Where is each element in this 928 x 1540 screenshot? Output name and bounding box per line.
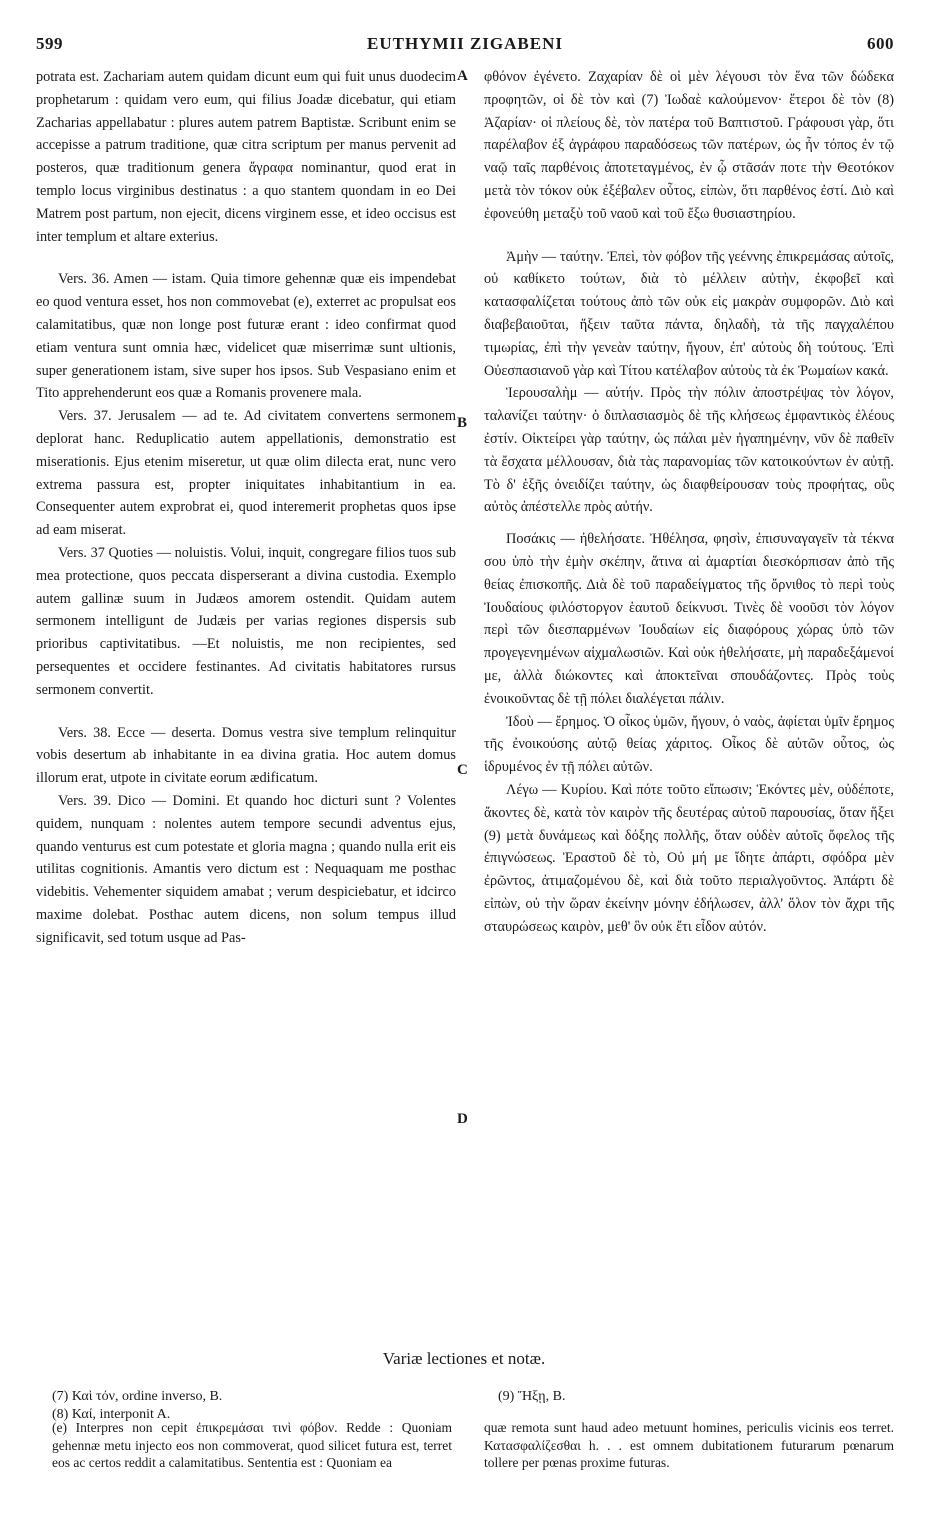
margin-letter-a: A	[457, 68, 468, 84]
margin-letter-b: B	[457, 415, 468, 431]
variant-reading: (7) Καὶ τόν, ordine inverso, B.	[52, 1389, 223, 1404]
latin-column	[36, 66, 456, 949]
margin-letter-d: D	[457, 1111, 468, 1127]
latin-paragraph: Vers. 36. Amen — istam. Quia timore gehennæ quæ eis impendebat eo quod ventura esset, hos non commovebat (e), exterret ac propulsat eos calamitatibus, quæ non longe post futuræ erant : ideo confirmat quod etiam ventura sunt omnia hæc, videlicet quæ miserrimæ sunt ultionis, super generationem istam, sive super hos ipsos. Sub Vespasiano enim et Tito apprehenderunt eos quæ a Romanis provenere mala.	[36, 271, 456, 402]
latin-paragraph: potrata est. Zachariam autem quidam dicunt eum qui fuit unus duodecim prophetarum : quidam vero eum, qui filius Joadæ dicebatur, qui etiam Zacharias appellabatur : plures autem patrem Baptistæ. Scribunt enim se accepisse a patrum traditione, quæ citra scriptum per manus pervenit ad posteros, quæ traditionum genera ἄγραφα nominantur, quod erat in templo locus virginibus destinatus : a quo stantem quondam in eo Dei Matrem post partum, non ejecit, dicens virginem esse, et ideo occisus est inter templum et altare exterius.	[36, 69, 456, 245]
variant-reading: (9) Ἥξῃ, B.	[498, 1389, 566, 1404]
running-title: EUTHYMII ZIGABENI	[366, 34, 563, 53]
greek-paragraph: Λέγω — Κυρίου. Καὶ πότε τοῦτο εἴπωσιν; Ἑκόντες μὲν, οὐδέποτε, ἄκοντες δὲ, κατὰ τὸν καιρὸν τῆς δευτέρας αὐτοῦ παρουσίας, ὅταν ἥξει (9) μετὰ δυνάμεως καὶ δόξης πολλῆς, ὅταν οὐδὲν αὐτοῖς ὄφελος τῆς ἐπιγνώσεως. Ἐραστοῦ δὲ τὸ, Οὐ μή με ἴδητε ἀπάρτι, σφόδρα μὲν ἐρῶντος, ἀτιμαζομένου δὲ, καὶ διὰ τοῦτο περιαλγοῦντος. Ἀπάρτι δὲ εἰπὼν, οὐ τὴν ὥραν ἐκείνην μόνην ἐδήλωσεν, ἀλλ' ὅλον τὸν ἄχρι τῆς σταυρώσεως καιρὸν, μεθ' ὃν οὐκ ἔτι εἶδον αὐτόν.	[484, 781, 894, 935]
variant-reading: (8) Καί, interponit A.	[52, 1407, 171, 1422]
right-page-number: 600	[867, 34, 894, 53]
greek-paragraph: Ἀμὴν — ταύτην. Ἐπεὶ, τὸν φόβον τῆς γεέννης ἐπικρεμάσας αὐτοῖς, οὐ καθίκετο τούτων, διὰ τὸ μέλλειν αὐτὴν, ἐκφοβεῖ καὶ κατασφαλίζεται τούτους ἀπὸ τῶν οὐκ εἰς μακρὰν συμφορῶν. Διὸ καὶ διαβεβαιοῦται, ἥξειν ταῦτα πάντα, δηλαδὴ, τὰ τῆς παγχαλέπου τιμωρίας, ἐπὶ τὴν γενεὰν ταύτην, ἤγουν, ἐπ' αὐτοὺς δὴ τούτους. Ἐπὶ Οὐεσπασιανοῦ γὰρ καὶ Τίτου κατέλαβον αὐτοὺς τὰ ἐκ Ῥωμαίων κακά.	[484, 248, 894, 379]
latin-paragraph: Vers. 39. Dico — Domini. Et quando hoc dicturi sunt ? Volentes quidem, nunquam : nolentes autem tempore secundi adventus ejus, quando venturus est cum potestate et gloria magna ; quando nulla erit eis utilitas cognitionis. Amantis vero dictum est : Nequaquam me posthac videbitis. Vehementer siquidem amabat ; verum despiciebatur, et idcirco maxime dolebat. Posthac autem dicens, non solum tempus illud significavit, sed totum usque ad Pas-	[36, 792, 456, 946]
greek-paragraph: Ἰδοὺ — ἔρημος. Ὁ οἶκος ὑμῶν, ἤγουν, ὁ ναὸς, ἀφίεται ὑμῖν ἔρημος τῆς ἐνοικούσης αὐτῷ θείας χάριτος. Οἶκος δὲ αὐτῶν οὗτος, ὡς ἱδρυμένος ἐν τῇ πόλει αὐτῶν.	[484, 713, 894, 776]
left-page-number: 599	[36, 34, 63, 53]
latin-paragraph: Vers. 37. Jerusalem — ad te. Ad civitatem convertens sermonem deplorat hanc. Reduplicatio autem appellationis, demonstratio est miserationis. Ejus etenim miseretur, ut quæ olim dilecta erat, nunc vero extrema passura est, propter iniquitates inhabitantium in ea. Consequenter autem exprobrat ei, quod interemerit prophetas quos ipse ad eam miserat.	[36, 408, 456, 539]
footnote-text: quæ remota sunt haud adeo metuunt homines, periculis vicinis eos terret. Κατασφαλίζεσθαι h. . . est omnem dubitationem futurarum pœnarum tollere per pœnas proxime futuras.	[484, 1420, 894, 1471]
latin-paragraph: Vers. 37 Quoties — noluistis. Volui, inquit, congregare filios tuos sub mea protectione, quos peccata disperserant a divina custodia. Exemplo autem gallinæ suum in Judæos amorem ostendit. Quidam autem sermonem intelligunt de Judæis per varias regiones dispersis sub prioribus captivitatibus. —Et noluistis, me non recipientes, sed persequentes et occidere festinantes. Ad civitatis habitatores rursus sermonem convertit.	[36, 544, 456, 698]
greek-column	[484, 66, 894, 938]
greek-paragraph: Ποσάκις — ἠθελήσατε. Ἠθέλησα, φησὶν, ἐπισυναγαγεῖν τὰ τέκνα σου ὑπὸ τὴν ἐμὴν σκέπην, ἅτινα αἱ ἁμαρτίαι διεσκόρπισαν ἀπὸ τῆς θείας ἐπισκοπῆς. Διὰ δὲ τοῦ παραδείγματος τῆς ὄρνιθος τὸ περὶ τοὺς Ἰουδαίους φιλόστοργον ἑαυτοῦ δείκνυσι. Τινὲς δὲ νοοῦσι τὸν λόγον περὶ τῶν διεσπαρμένων Ἰουδαίων εἰς διαφόρους χώρας ὑπὸ τῶν προγεγενημένων αἰχμαλωσιῶν. Καὶ οὐκ ἠθελήσατε, μὴ παραδεξάμενοί με, ἀλλὰ διώκοντες καὶ ἀποκτεῖναι σπουδάζοντες. Πρὸς τοὺς ἐνοικοῦντας δὲ τῇ πόλει διαλέγεται πάλιν.	[484, 531, 894, 707]
latin-paragraph: Vers. 38. Ecce — deserta. Domus vestra sive templum relinquitur vobis desertum ab inhabitante in ea divina gratia. Hoc autem domus illorum erat, utpote in civitate eorum ædificatum.	[36, 724, 456, 787]
footnote-left	[52, 1419, 452, 1472]
greek-paragraph: φθόνον ἐγένετο. Ζαχαρίαν δὲ οἱ μὲν λέγουσι τὸν ἕνα τῶν δώδεκα προφητῶν, οἱ δὲ τὸν καὶ (7) Ἰωδαὲ καλούμενον· ἕτεροι δὲ τὸν (8) Ἀζαρίαν· οἱ πλείους δὲ, τὸν πατέρα τοῦ Βαπτιστοῦ. Γράφουσι γὰρ, ὅτι παρέλαβον ἐξ ἀγράφου παραδόσεως τῶν πατέρων, ὡς ἦν τόπος ἐν τῷ ναῷ ταῖς παρθένοις ἀποτεταγμένος, ἐν ᾧ στᾶσάν ποτε τὴν Θεοτόκον μετὰ τὸν τόκον οὐκ ἐξέβαλεν οὗτος, εἰπὼν, ὅτι παρθένος ἐστί. Διὸ καὶ ἐφονεύθη μεταξὺ τοῦ ναοῦ καὶ τοῦ ἔξω θυσιαστηρίου.	[484, 69, 894, 222]
footnote-right	[484, 1419, 894, 1472]
footnote-text: (e) Interpres non cepit ἐπικρεμάσαι τινὶ φόβον. Redde : Quoniam gehennæ metu injecto eos non commoverat, quod silicet futura est, terret eos ac certos reddit a calamitatibus. Sententia est : Quoniam ea	[52, 1420, 452, 1471]
greek-paragraph: Ἱερουσαλὴμ — αὐτήν. Πρὸς τὴν πόλιν ἀποστρέψας τὸν λόγον, ταλανίζει ταύτην· ὁ διπλασιασμὸς δὲ τῆς κλήσεως ἐμφαντικὸς ἐλέους ἐστίν. Οἰκτείρει γὰρ ταύτην, ὡς πάλαι μὲν ἠγαπημένην, νῦν δὲ παθεῖν τὰ ἔσχατα μέλλουσαν, διὰ τὰς παρανομίας τῶν κατοικούντων ἐν αὐτῇ. Τὸ δ' ἑξῆς ὀνειδίζει ταύτην, ὡς διαφθείρουσαν τοὺς προφήτας, οὓς αὐτὸς ἀπέστελλε πρὸς αὐτήν.	[484, 385, 894, 516]
margin-letter-c: C	[457, 762, 468, 778]
running-header	[36, 34, 894, 58]
notes-heading: Variæ lectiones et notæ.	[382, 1349, 546, 1368]
